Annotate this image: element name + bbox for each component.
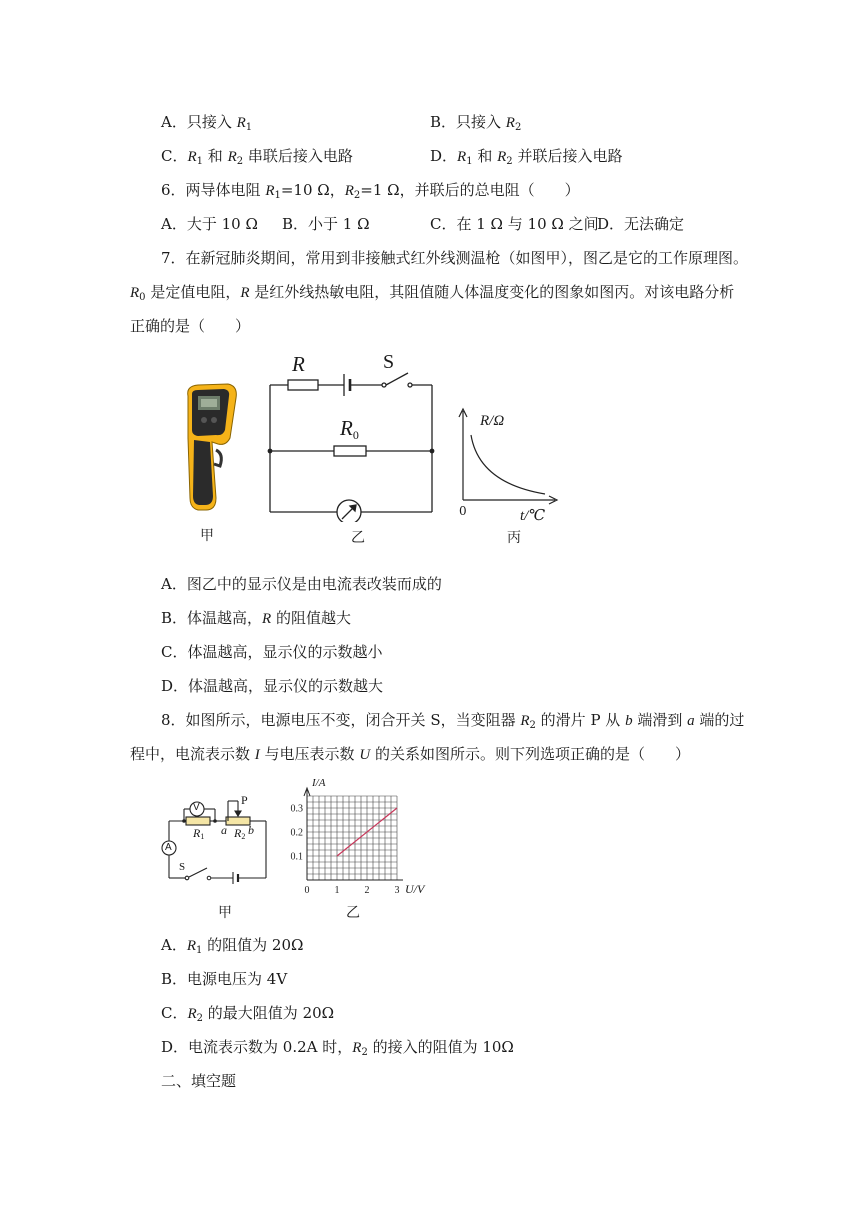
q8-current-voltage-chart bbox=[283, 776, 413, 896]
q8-option-c: C．$R_2$ 的最大阻值为 20Ω bbox=[161, 1004, 335, 1024]
q5-option-b: B．只接入 $R_2$ bbox=[430, 113, 522, 133]
q5-option-a: A．只接入 $R_1$ bbox=[161, 113, 253, 133]
q8-switch-label: S bbox=[179, 861, 186, 873]
q6-stem: 6．两导体电阻 $R_1=10$ Ω，$R_2=1$ Ω，并联后的总电阻（ ） bbox=[161, 181, 580, 201]
q8-stem-line1: 8．如图所示，电源电压不变，闭合开关 S，当变阻器 $R_2$ 的滑片 P 从 b 端滑到 a 端的过 bbox=[161, 711, 745, 731]
q7-option-b: B．体温越高，R 的阻值越大 bbox=[161, 609, 351, 627]
q8-caption-jia: 甲 bbox=[218, 905, 232, 921]
q7-caption-jia: 甲 bbox=[200, 528, 214, 544]
chart-x-tick-label: 2 bbox=[364, 885, 370, 896]
q7-stem-line2: $R_0$ 是定值电阻，R 是红外线热敏电阻，其阻值随人体温度变化的图象如图丙。对该电路分析 bbox=[130, 283, 735, 303]
q8-voltmeter-label: V bbox=[193, 802, 200, 813]
q6-option-a: A．大于 10 Ω bbox=[161, 215, 258, 233]
q8-a-label: a bbox=[221, 823, 227, 837]
q7-option-a: A．图乙中的显示仪是由电流表改装而成的 bbox=[161, 575, 442, 593]
q8-option-b: B．电源电压为 4V bbox=[161, 970, 288, 988]
q6-option-c: C．在 1 Ω 与 10 Ω 之间 bbox=[430, 215, 599, 233]
section-heading-fill-in: 二、填空题 bbox=[161, 1072, 237, 1090]
q7-stem-line1: 7．在新冠肺炎期间，常用到非接触式红外线测温枪（如图甲），图乙是它的工作原理图。 bbox=[161, 249, 749, 267]
chart-x-tick-label: 3 bbox=[394, 885, 400, 896]
q8-ammeter-label: A bbox=[165, 842, 172, 853]
q7-option-d: D．体温越高，显示仪的示数越大 bbox=[161, 677, 384, 695]
chart-x-tick-label: 1 bbox=[334, 885, 340, 896]
chart-x-tick-label: 0 bbox=[304, 885, 310, 896]
q7-caption-bing: 丙 bbox=[507, 530, 521, 546]
q6-option-d: D．无法确定 bbox=[597, 215, 685, 233]
q7-stem-line3: 正确的是（ ） bbox=[130, 317, 251, 335]
chart-y-tick-label: 0.2 bbox=[290, 827, 303, 839]
q8-chart-x-label: U/V bbox=[405, 882, 425, 896]
chart-y-tick-label: 0.3 bbox=[290, 803, 303, 815]
q8-option-d: D．电流表示数为 0.2A 时，$R_2$ 的接入的阻值为 10Ω bbox=[161, 1038, 514, 1058]
q7-label-s: S bbox=[383, 351, 395, 373]
q8-circuit-diagram bbox=[155, 788, 280, 888]
q8-slider-p-label: P bbox=[241, 793, 248, 807]
q8-r1-label: $R_1$ bbox=[193, 826, 205, 841]
q7-graph-x-label: t/℃ bbox=[520, 508, 546, 524]
q7-label-r0: $R_0$ bbox=[340, 416, 359, 442]
q8-b-label: b bbox=[248, 823, 254, 837]
q8-chart-y-label: I/A bbox=[312, 777, 326, 789]
thermometer-gun-figure bbox=[180, 380, 240, 515]
q7-resistance-temperature-graph bbox=[455, 405, 565, 510]
q8-caption-yi: 乙 bbox=[346, 905, 360, 921]
q7-graph-y-label: R/Ω bbox=[480, 413, 505, 429]
chart-y-tick-label: 0.1 bbox=[290, 851, 303, 863]
q7-caption-yi: 乙 bbox=[351, 530, 365, 546]
q7-label-r: R bbox=[292, 352, 305, 376]
q8-stem-line2: 程中，电流表示数 I 与电压表示数 U 的关系如图所示。则下列选项正确的是（ ） bbox=[130, 745, 690, 763]
q7-graph-origin: 0 bbox=[459, 504, 467, 518]
q5-option-c: C．$R_1$ 和 $R_2$ 串联后接入电路 bbox=[161, 147, 353, 167]
q6-option-b: B．小于 1 Ω bbox=[282, 215, 370, 233]
q8-r2-label: $R_2$ bbox=[234, 826, 246, 841]
q8-option-a: A．$R_1$ 的阻值为 20Ω bbox=[161, 936, 304, 956]
q5-option-d: D．$R_1$ 和 $R_2$ 并联后接入电路 bbox=[430, 147, 623, 167]
q7-option-c: C．体温越高，显示仪的示数越小 bbox=[161, 643, 383, 661]
